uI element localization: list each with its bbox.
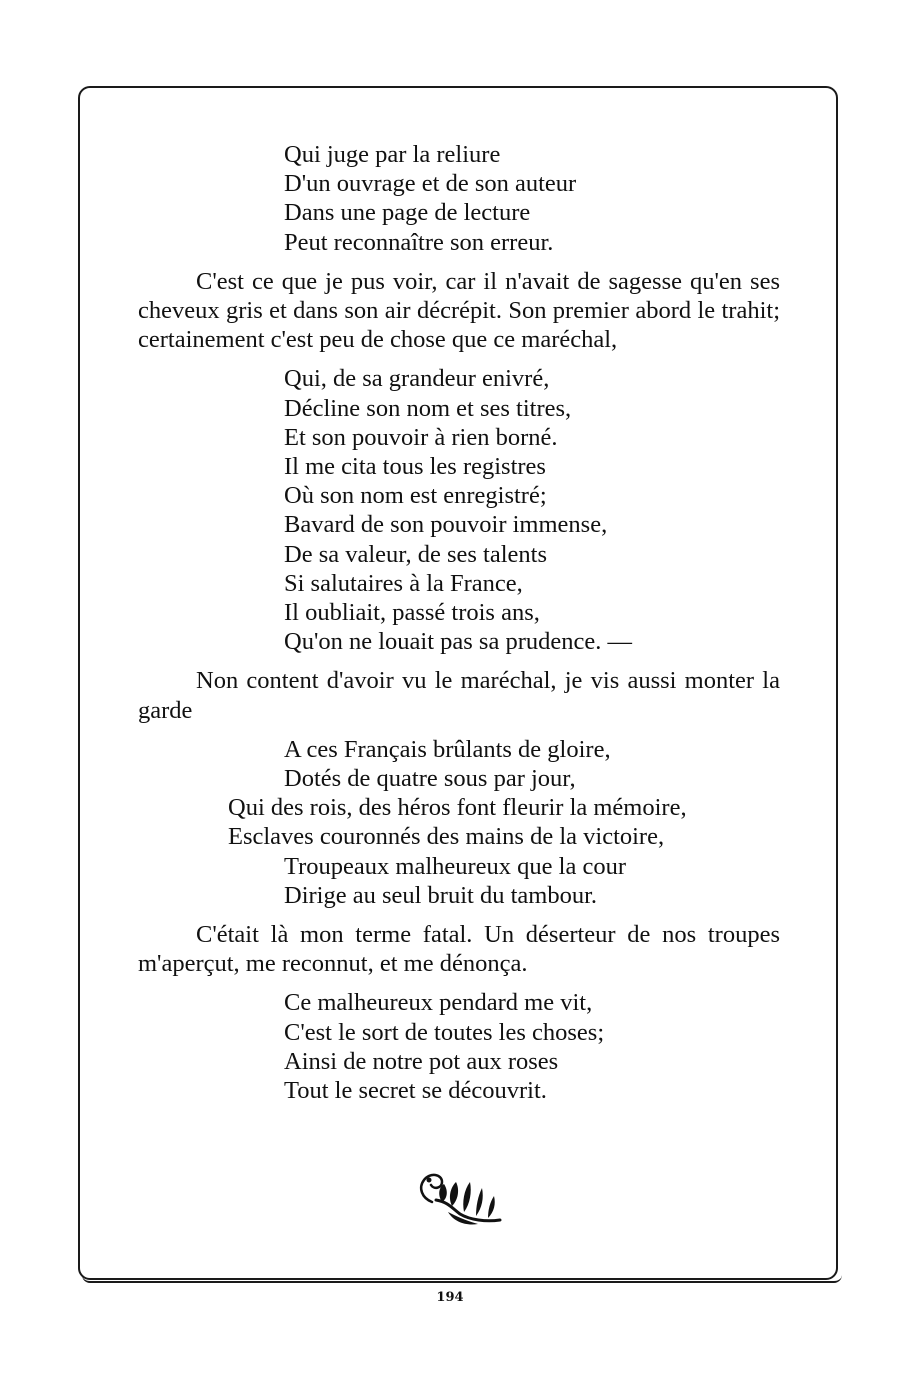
verse-line: Bavard de son pouvoir immense, <box>284 511 608 539</box>
verse-line: D'un ouvrage et de son auteur <box>284 170 577 198</box>
verse-line: Où son nom est enregistré; <box>284 482 547 510</box>
verse-line: C'est le sort de toutes les choses; <box>284 1018 605 1046</box>
verse-line: Il me cita tous les registres <box>284 453 546 481</box>
verse-stanza-4 <box>138 988 780 1105</box>
verse-line: Tout le secret se découvrit. <box>284 1077 547 1105</box>
verse-line: Peut reconnaître son erreur. <box>284 228 554 256</box>
verse-stanza-3 <box>138 735 780 910</box>
verse-line: Il oubliait, passé trois ans, <box>284 599 540 627</box>
verse-line: Si salutaires à la France, <box>284 569 523 597</box>
verse-stanza-1 <box>138 140 780 257</box>
verse-stanza-2 <box>138 364 780 656</box>
verse-line: Esclaves couronnés des mains de la victoire, <box>228 823 665 851</box>
prose-paragraph-2: Non content d'avoir vu le maréchal, je vis aussi monter la garde <box>138 667 780 724</box>
prose-paragraph-1: C'est ce que je pus voir, car il n'avait de sagesse qu'en ses cheveux gris et dans son air décrépit. Son premier abord le trahit; certainement c'est peu de chose que ce maréchal, <box>138 267 780 354</box>
page-number: 194 <box>436 1290 464 1305</box>
verse-line: Troupeaux malheureux que la cour <box>284 852 626 880</box>
prose-paragraph-3: C'était là mon terme fatal. Un déserteur de nos troupes m'aperçut, me reconnut, et me dénonça. <box>138 921 780 978</box>
floral-tailpiece-icon <box>412 1158 508 1228</box>
verse-line: Dans une page de lecture <box>284 199 531 227</box>
page-content <box>138 140 780 1105</box>
verse-line: Dirige au seul bruit du tambour. <box>284 881 597 909</box>
verse-line: Qui des rois, des héros font fleurir la mémoire, <box>228 794 687 822</box>
verse-line: Et son pouvoir à rien borné. <box>284 423 558 451</box>
verse-line: Ce malheureux pendard me vit, <box>284 989 593 1017</box>
verse-line: Décline son nom et ses titres, <box>284 394 572 422</box>
verse-line: Ainsi de notre pot aux roses <box>284 1047 559 1075</box>
page-border-shadow <box>82 1275 842 1283</box>
verse-line: Qui, de sa grandeur enivré, <box>284 365 550 393</box>
verse-line: Qu'on ne louait pas sa prudence. — <box>284 628 633 656</box>
verse-line: Qui juge par la reliure <box>284 141 501 168</box>
verse-line: Dotés de quatre sous par jour, <box>284 765 576 793</box>
verse-line: De sa valeur, de ses talents <box>284 540 547 568</box>
verse-line: A ces Français brûlants de gloire, <box>284 735 611 763</box>
